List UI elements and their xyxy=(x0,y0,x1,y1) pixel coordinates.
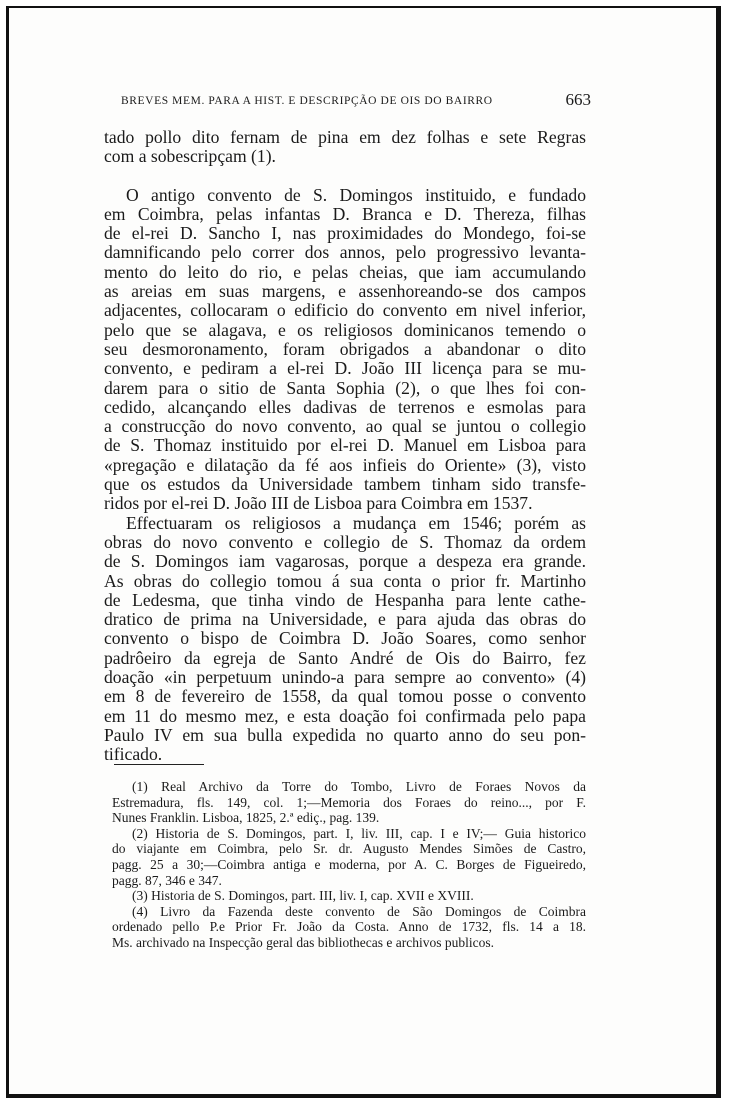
footnote-line: pagg. 87, 346 e 347. xyxy=(112,872,222,888)
text-line: com a sobescripçam (1). xyxy=(104,146,276,167)
text-line: O antigo convento de S. Domingos instituido, e fundado xyxy=(126,184,586,205)
footnote-line: Ms. archivado na Inspecção geral das bibliothecas e archivos publicos. xyxy=(112,934,494,950)
text-line: damnificando pelo correr dos annos, pelo progressivo levanta- xyxy=(104,242,586,263)
text-line: de Ledesma, que tinha vindo de Hespanha para lente cathe- xyxy=(104,589,586,610)
text-line: em 11 do mesmo mez, e esta doação foi confirmada pelo papa xyxy=(104,705,586,726)
footnote-line: (4) Livro da Fazenda deste convento de São Domingos de Coimbra xyxy=(132,903,586,919)
footnote-line: ordenado pello P.e Prior Fr. João da Costa. Anno de 1732, fls. 14 a 18. xyxy=(112,919,586,935)
text-line: em Coimbra, pelas infantas D. Branca e D. Thereza, filhas xyxy=(104,203,586,224)
text-line: darem para o sitio de Santa Sophia (2), o que lhes foi con- xyxy=(104,377,586,398)
text-line: a construcção do novo convento, ao qual se juntou o collegio xyxy=(104,416,586,437)
footnote-1 xyxy=(112,779,586,826)
footnotes xyxy=(112,779,586,951)
footnote-line: (1) Real Archivo da Torre do Tombo, Livro de Foraes Novos da xyxy=(132,779,586,794)
running-title: BREVES MEM. PARA A HIST. E DESCRIPÇÃO DE OIS DO BAIRRO xyxy=(121,95,493,107)
text-line: convento o bispo de Coimbra D. João Soares, como senhor xyxy=(104,628,586,649)
main-text xyxy=(104,128,586,765)
text-line: doação «in perpetuum unindo-a para sempre ao convento» (4) xyxy=(104,667,586,688)
footnote-line: (3) Historia de S. Domingos, part. III, liv. I, cap. XVII e XVIII. xyxy=(132,888,474,904)
paragraph-mudanca xyxy=(104,514,586,765)
text-line: em 8 de fevereiro de 1558, da qual tomou posse o convento xyxy=(104,686,586,707)
text-line: ridos por el-rei D. João III de Lisboa para Coimbra em 1537. xyxy=(104,493,533,514)
opening-paragraph xyxy=(104,128,586,167)
text-line: padrôeiro da egreja de Santo André de Ois do Bairro, fez xyxy=(104,647,586,668)
footnote-line: pagg. 25 a 30;—Coimbra antiga e moderna, por A. C. Borges de Figueiredo, xyxy=(112,856,586,872)
text-line: adjacentes, collocaram o edificio do convento em nivel inferior, xyxy=(104,300,586,321)
text-line: que os estudos da Universidade tambem tinham sido transfe- xyxy=(104,474,586,495)
text-line: mento do leito do rio, e pelas cheias, que iam accumulando xyxy=(104,261,586,282)
footnote-4 xyxy=(112,904,586,951)
footnote-2 xyxy=(112,826,586,888)
footnote-line: Estremadura, fls. 149, col. 1;—Memoria dos Foraes do reino..., por F. xyxy=(112,794,586,810)
text-line: pelo que se alagava, e os religiosos dominicanos temendo o xyxy=(104,319,586,340)
text-line: Paulo IV em sua bulla expedida no quarto anno do seu pon- xyxy=(104,724,586,745)
paragraph-convento xyxy=(104,186,586,514)
text-line: As obras do collegio tomou á sua conta o prior fr. Martinho xyxy=(104,570,586,591)
text-line: tado pollo dito fernam de pina em dez folhas e sete Regras xyxy=(104,127,586,147)
footnote-line: (2) Historia de S. Domingos, part. I, liv. III, cap. I e IV;— Guia historico xyxy=(132,825,586,841)
running-header xyxy=(121,90,591,112)
text-line: Effectuaram os religiosos a mudança em 1546; porém as xyxy=(126,512,586,533)
footnote-separator xyxy=(114,764,204,765)
text-line: seu desmoronamento, foram obrigados a abandonar o dito xyxy=(104,338,586,359)
footnote-line: do viajante em Coimbra, pelo Sr. dr. Augusto Mendes Simões de Castro, xyxy=(112,841,586,857)
text-line: cedido, alcançando elles dadivas de terrenos e esmolas para xyxy=(104,396,586,417)
text-line: de el-rei D. Sancho I, nas proximidades do Mondego, foi-se xyxy=(104,223,586,244)
text-line: dratico de prima na Universidade, e para ajuda das obras do xyxy=(104,609,586,630)
text-line: tificado. xyxy=(104,744,163,765)
text-line: «pregação e dilatação da fé aos infieis do Oriente» (3), visto xyxy=(104,454,586,475)
text-line: de S. Domingos iam vagarosas, porque a despeza era grande. xyxy=(104,551,586,572)
page-number: 663 xyxy=(565,90,591,109)
text-line: obras do novo convento e collegio de S. Thomaz da ordem xyxy=(104,531,586,552)
footnote-3 xyxy=(112,888,586,904)
book-page xyxy=(6,6,721,1098)
text-line: convento, e pediram a el-rei D. João III licença para se mu- xyxy=(104,358,586,379)
text-line: de S. Thomaz instituido por el-rei D. Manuel em Lisboa para xyxy=(104,435,586,456)
text-line: as areias em suas margens, e assenhoreando-se dos campos xyxy=(104,281,586,302)
footnote-line: Nunes Franklin. Lisboa, 1825, 2.ª ediç., pag. 139. xyxy=(112,810,380,826)
